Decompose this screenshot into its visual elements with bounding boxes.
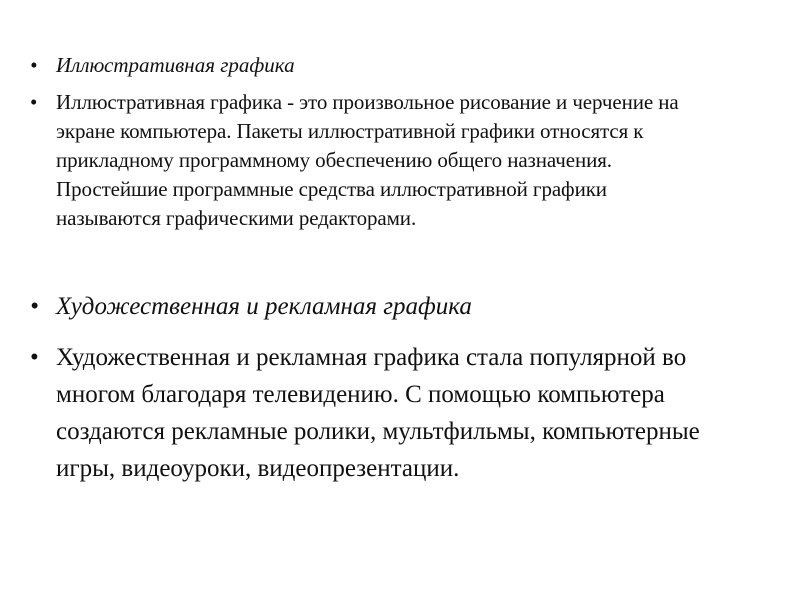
bullet-icon: • (30, 344, 39, 371)
paragraph-illustrative-graphics: Иллюстративная графика - это произвольное рисование и черчение на экране компьютера. Пакеты иллюстративной графики относятся к прикладному программному обеспечению общего назначения. Простейшие программные средства иллюстративной графики называются графическими редакторами. (56, 90, 679, 230)
paragraph-art-advertising-graphics: Художественная и рекламная графика стала популярной во многом благодаря телевидению. С помощью компьютера создаются рекламные ролики, мультфильмы, компьютерные игры, видеоуроки, видеопрезентации. (56, 344, 700, 482)
heading-art-advertising-graphics: Художественная и рекламная графика (56, 293, 472, 320)
list-item (30, 288, 472, 325)
heading-illustrative-graphics: Иллюстративная графика (56, 53, 295, 77)
list-item (30, 51, 295, 80)
list-item (30, 339, 716, 487)
list-item (30, 88, 716, 233)
bullet-icon: • (30, 90, 38, 114)
bullet-icon: • (30, 53, 38, 77)
bullet-icon: • (30, 293, 39, 320)
